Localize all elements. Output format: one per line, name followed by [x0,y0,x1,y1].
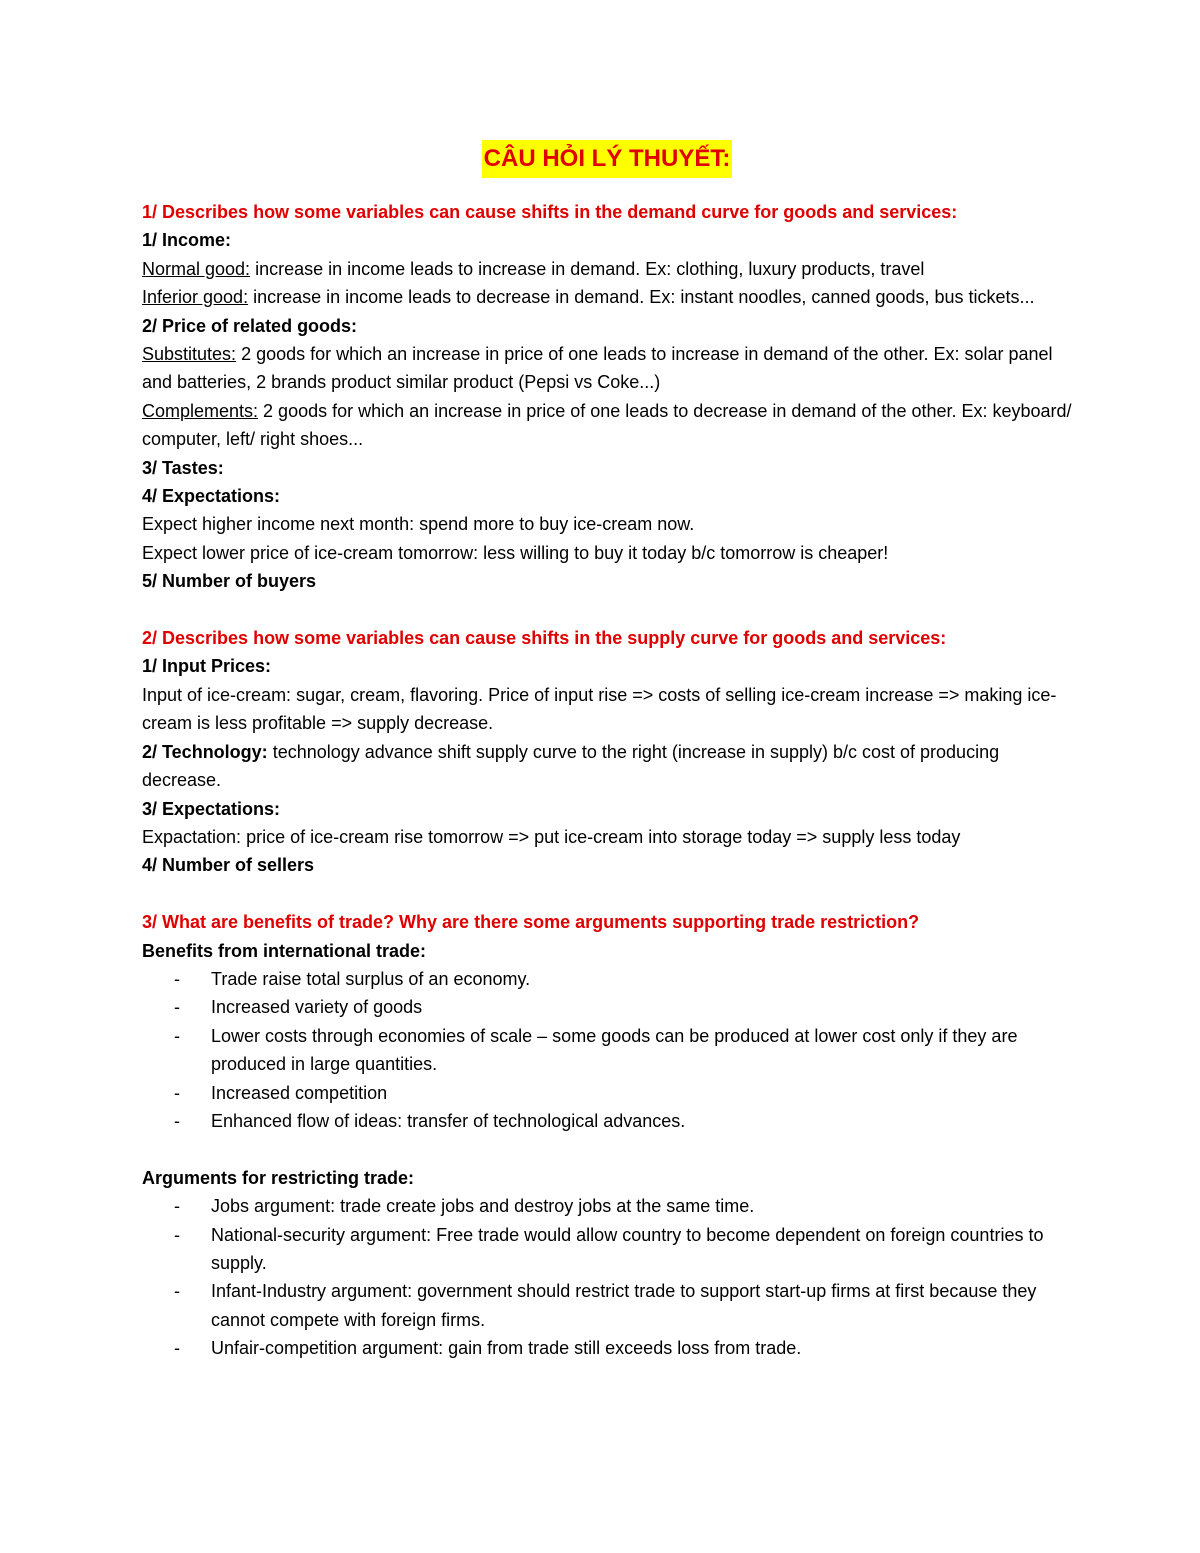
arguments-list [142,1192,1072,1362]
complements-text: 2 goods for which an increase in price of one leads to decrease in demand of the other. Ex: keyboard/ computer, left/ right shoes... [142,400,1072,450]
supply-expectations-text: Expactation: price of ice-cream rise tomorrow => put ice-cream into storage today => supply less today [142,826,961,847]
normal-good-text: increase in income leads to increase in demand. Ex: clothing, luxury products, travel [250,258,925,279]
list-item [142,965,1072,993]
benefits-list [142,965,1072,1135]
demand-expectations-line-1: Expect higher income next month: spend more to buy ice-cream now. [142,514,695,535]
input-prices-heading: 1/ Input Prices: [142,656,272,677]
dash-bullet: - [174,1025,180,1046]
dash-bullet: - [174,1224,180,1245]
demand-expectations-heading: 4/ Expectations: [142,486,281,507]
benefit-text: Lower costs through economies of scale – some goods can be produced at lower cost only if they are produced in large quantities. [211,1025,1018,1075]
inferior-good-line [142,283,1072,311]
title-wrapper [142,140,1072,184]
benefit-text: Increased variety of goods [211,997,423,1018]
technology-line [142,738,1072,795]
list-item [142,1079,1072,1107]
section-gap [142,1135,1072,1163]
list-item [142,1277,1072,1334]
dash-bullet: - [174,968,180,989]
section-gap [142,880,1072,908]
document-page [142,140,1072,1363]
argument-text: Infant-Industry argument: government should restrict trade to support start-up firms at first because they cannot compete with foreign firms. [211,1281,1037,1330]
substitutes-line [142,340,1072,397]
section-gap [142,596,1072,624]
question-1-heading: 1/ Describes how some variables can cause shifts in the demand curve for goods and services: [142,202,958,222]
argument-text: Jobs argument: trade create jobs and destroy jobs at the same time. [211,1196,755,1217]
tastes-heading: 3/ Tastes: [142,457,224,478]
substitutes-text: 2 goods for which an increase in price of one leads to increase in demand of the other. Ex: solar panel and batteries, 2 brands product similar product (Pepsi vs Coke...) [142,344,1053,393]
argument-text: National-security argument: Free trade would allow country to become dependent on foreign countries to supply. [211,1224,1044,1273]
inferior-good-text: increase in income leads to decrease in demand. Ex: instant noodles, canned goods, bus tickets... [248,287,1035,308]
list-item [142,1022,1072,1079]
arguments-heading: Arguments for restricting trade: [142,1167,415,1188]
dash-bullet: - [174,1196,180,1217]
technology-label: 2/ Technology: [142,741,268,762]
question-3-heading: 3/ What are benefits of trade? Why are there some arguments supporting trade restriction? [142,912,920,933]
page-title: CÂU HỎI LÝ THUYẾT: [482,140,733,178]
related-goods-heading: 2/ Price of related goods: [142,315,358,336]
normal-good-line [142,255,1072,283]
normal-good-label: Normal good: [142,258,251,279]
demand-expectations-line-2: Expect lower price of ice-cream tomorrow: less willing to buy it today b/c tomorrow is cheaper! [142,542,889,563]
technology-text: technology advance shift supply curve to the right (increase in supply) b/c cost of producing decrease. [142,741,1000,791]
inferior-good-label: Inferior good: [142,287,249,308]
list-item [142,1107,1072,1135]
number-of-buyers-heading: 5/ Number of buyers [142,571,317,592]
number-of-sellers-heading: 4/ Number of sellers [142,855,315,876]
complements-label: Complements: [142,400,259,421]
list-item [142,1221,1072,1278]
dash-bullet: - [174,1338,180,1359]
list-item [142,1334,1072,1362]
benefit-text: Trade raise total surplus of an economy. [211,968,531,989]
supply-expectations-heading: 3/ Expectations: [142,798,281,819]
dash-bullet: - [174,997,180,1018]
benefit-text: Increased competition [211,1082,388,1103]
input-prices-text: Input of ice-cream: sugar, cream, flavoring. Price of input rise => costs of selling ice-cream increase => making ice-cream is less profitable => supply decrease. [142,684,1057,734]
dash-bullet: - [174,1082,180,1103]
list-item [142,1192,1072,1220]
benefits-heading: Benefits from international trade: [142,940,427,961]
benefit-text: Enhanced flow of ideas: transfer of technological advances. [211,1110,686,1131]
question-2-heading: 2/ Describes how some variables can cause shifts in the supply curve for goods and services: [142,628,947,649]
list-item [142,993,1072,1021]
income-heading: 1/ Income: [142,230,232,251]
dash-bullet: - [174,1110,180,1131]
substitutes-label: Substitutes: [142,344,237,365]
dash-bullet: - [174,1281,180,1302]
argument-text: Unfair-competition argument: gain from trade still exceeds loss from trade. [211,1338,802,1359]
complements-line [142,397,1072,454]
